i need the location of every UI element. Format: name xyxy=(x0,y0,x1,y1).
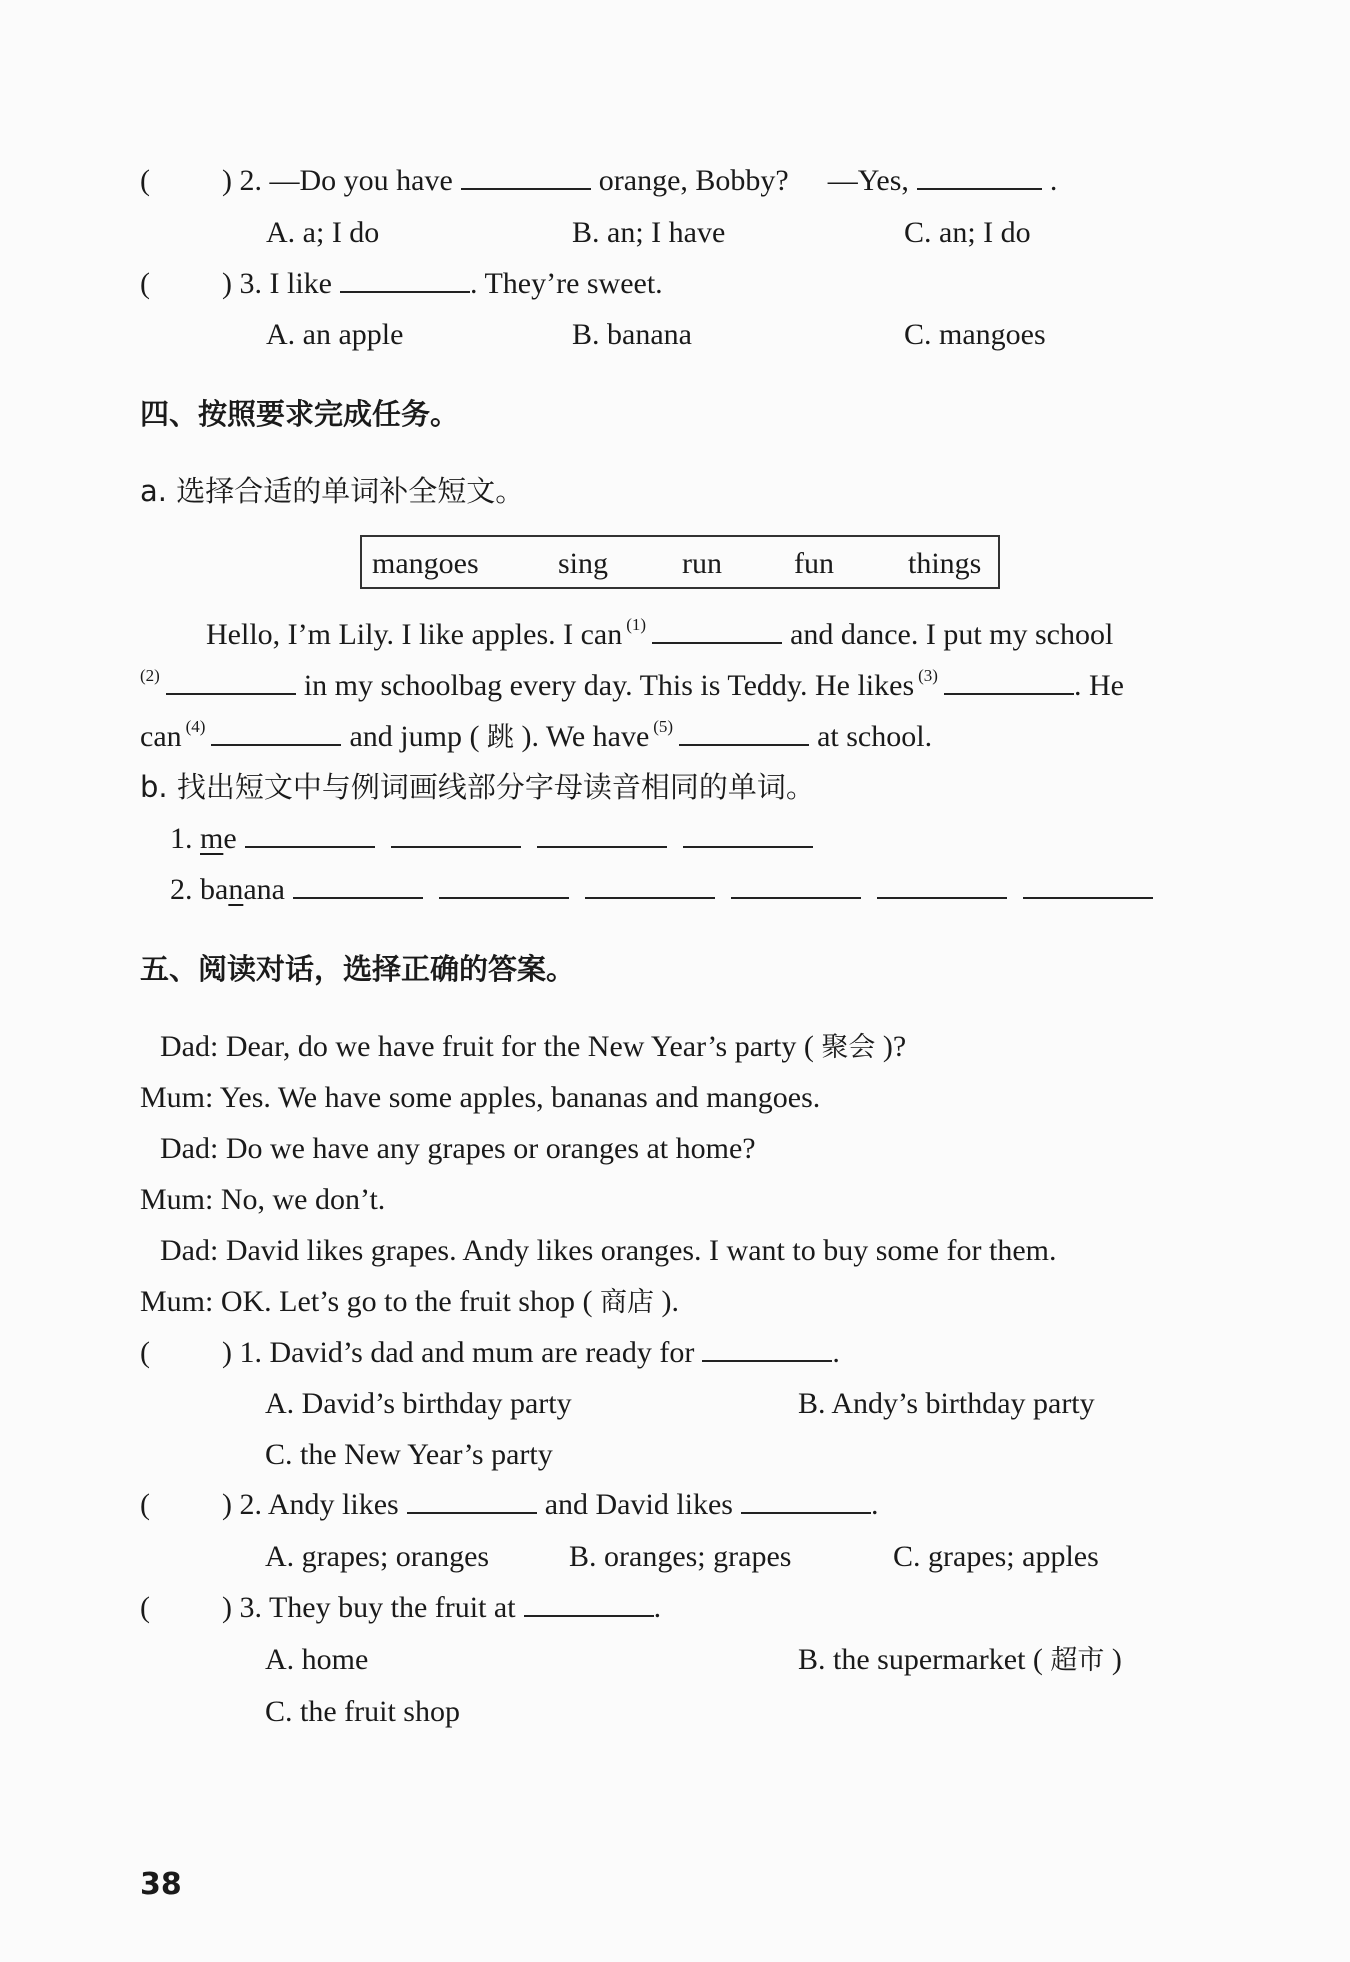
part-b-item-2: 2. banana xyxy=(170,875,1161,905)
answer-blank[interactable] xyxy=(537,824,667,848)
answer-paren-close[interactable]: ) xyxy=(222,1488,232,1521)
answer-paren-open[interactable]: ( xyxy=(140,164,150,197)
dialogue-line: Dad: Do we have any grapes or oranges at home? xyxy=(160,1132,756,1165)
option-b[interactable]: B. banana xyxy=(572,318,692,351)
dialogue-line: Mum: Yes. We have some apples, bananas and mangoes. xyxy=(140,1081,821,1114)
option-a[interactable]: A. a; I do xyxy=(266,216,380,249)
option-c[interactable]: C. grapes; apples xyxy=(893,1540,1099,1573)
answer-paren-close[interactable]: ) xyxy=(222,164,232,197)
s5-q3-line: ( ) 3. They buy the fruit at . xyxy=(140,1591,662,1624)
section-5-heading: 五、阅读对话，选择正确的答案。 xyxy=(140,952,576,986)
blank-number: (1) xyxy=(626,615,647,634)
answer-blank[interactable] xyxy=(1023,875,1153,899)
s5-q1-line: ( ) 1. David’s dad and mum are ready for . xyxy=(140,1336,840,1369)
answer-blank[interactable] xyxy=(731,875,861,899)
example-word: banana xyxy=(200,873,285,906)
option-c[interactable]: C. the fruit shop xyxy=(265,1695,460,1728)
answer-blank[interactable] xyxy=(683,824,813,848)
answer-paren-open[interactable]: ( xyxy=(140,1336,150,1369)
blank-number: (3) xyxy=(918,666,938,685)
option-a[interactable]: A. home xyxy=(265,1643,369,1676)
answer-paren-open[interactable]: ( xyxy=(140,1488,150,1521)
answer-blank[interactable] xyxy=(407,1490,537,1514)
answer-blank-3[interactable] xyxy=(944,671,1074,695)
passage-line-1: Hello, I’m Lily. I like apples. I can $^{(1)}$ and dance. I put my school xyxy=(206,615,1114,651)
answer-blank-4[interactable] xyxy=(211,722,341,746)
dialogue-line: Mum: No, we don’t. xyxy=(140,1183,386,1216)
answer-blank[interactable] xyxy=(439,875,569,899)
word-bank-item: run xyxy=(682,547,722,580)
example-word: me xyxy=(200,822,237,855)
word-bank-item: sing xyxy=(558,547,609,580)
answer-blank-1[interactable] xyxy=(652,620,782,644)
answer-blank[interactable] xyxy=(293,875,423,899)
answer-blank[interactable] xyxy=(461,166,591,190)
option-b[interactable]: B. an; I have xyxy=(572,216,726,249)
answer-paren-open[interactable]: ( xyxy=(140,267,150,300)
answer-blank-5[interactable] xyxy=(679,722,809,746)
answer-blank[interactable] xyxy=(524,1593,654,1617)
question-text: I like xyxy=(269,267,332,300)
s5-q2-line: ( ) 2. Andy likes and David likes . xyxy=(140,1488,879,1521)
answer-blank[interactable] xyxy=(702,1338,832,1362)
option-c[interactable]: C. mangoes xyxy=(904,318,1046,351)
part-b-item-1: 1. me xyxy=(170,824,821,854)
option-c[interactable]: C. the New Year’s party xyxy=(265,1438,553,1471)
option-b[interactable]: B. oranges; grapes xyxy=(569,1540,792,1573)
option-a[interactable]: A. grapes; oranges xyxy=(265,1540,490,1573)
section-4-heading: 四、按照要求完成任务。 xyxy=(140,397,460,431)
question-text: —Do you have xyxy=(269,164,453,197)
blank-number: (5) xyxy=(653,717,674,736)
answer-blank[interactable] xyxy=(340,269,470,293)
question-text: . They’re sweet. xyxy=(469,267,663,300)
part-a-instruction: a. 选择合适的单词补全短文。 xyxy=(140,474,525,508)
dialogue-line: Dad: David likes grapes. Andy likes oranges. I want to buy some for them. xyxy=(160,1234,1057,1267)
option-b[interactable]: B. the supermarket ( 超市 ) xyxy=(798,1643,1122,1676)
answer-blank[interactable] xyxy=(877,875,1007,899)
option-a[interactable]: A. David’s birthday party xyxy=(265,1387,572,1420)
answer-blank-2[interactable] xyxy=(166,671,296,695)
s3-q2-line xyxy=(140,166,1057,196)
page-number: 38 xyxy=(140,1867,182,1902)
option-b[interactable]: B. Andy’s birthday party xyxy=(798,1387,1095,1420)
question-text: —Yes, xyxy=(827,164,909,197)
passage-line-2: $^{(2)}$ in my schoolbag every day. This is Teddy. He likes $^{(3)}$ . He xyxy=(140,666,1124,702)
blank-number: (4) xyxy=(185,717,206,736)
question-number: 3. xyxy=(239,267,262,300)
word-bank-item: things xyxy=(908,547,982,580)
answer-paren-close[interactable]: ) xyxy=(222,1336,232,1369)
word-bank-item: mangoes xyxy=(372,547,479,580)
answer-blank[interactable] xyxy=(741,1490,871,1514)
dialogue-line: Dad: Dear, do we have fruit for the New Year’s party ( 聚会 )? xyxy=(160,1030,907,1063)
part-b-instruction: b. 找出短文中与例词画线部分字母读音相同的单词。 xyxy=(140,770,815,804)
word-bank-box xyxy=(360,535,1000,589)
answer-paren-close[interactable]: ) xyxy=(222,1591,232,1624)
word-bank-item: fun xyxy=(794,547,834,580)
question-text: orange, Bobby? xyxy=(598,164,789,197)
dialogue-line: Mum: OK. Let’s go to the fruit shop ( 商店 ). xyxy=(140,1285,679,1318)
option-a[interactable]: A. an apple xyxy=(266,318,404,351)
question-text: . xyxy=(1049,164,1058,197)
option-c[interactable]: C. an; I do xyxy=(904,216,1031,249)
answer-blank[interactable] xyxy=(245,824,375,848)
answer-blank[interactable] xyxy=(391,824,521,848)
answer-paren-open[interactable]: ( xyxy=(140,1591,150,1624)
answer-paren-close[interactable]: ) xyxy=(222,267,232,300)
passage-line-3: can $^{(4)}$ and jump ( 跳 ). We have $^{(5)}$ at school. xyxy=(140,717,933,753)
s3-q3-line xyxy=(140,269,663,299)
answer-blank[interactable] xyxy=(585,875,715,899)
answer-blank[interactable] xyxy=(917,166,1042,190)
question-number: 2. xyxy=(239,164,262,197)
blank-number: (2) xyxy=(140,666,160,685)
